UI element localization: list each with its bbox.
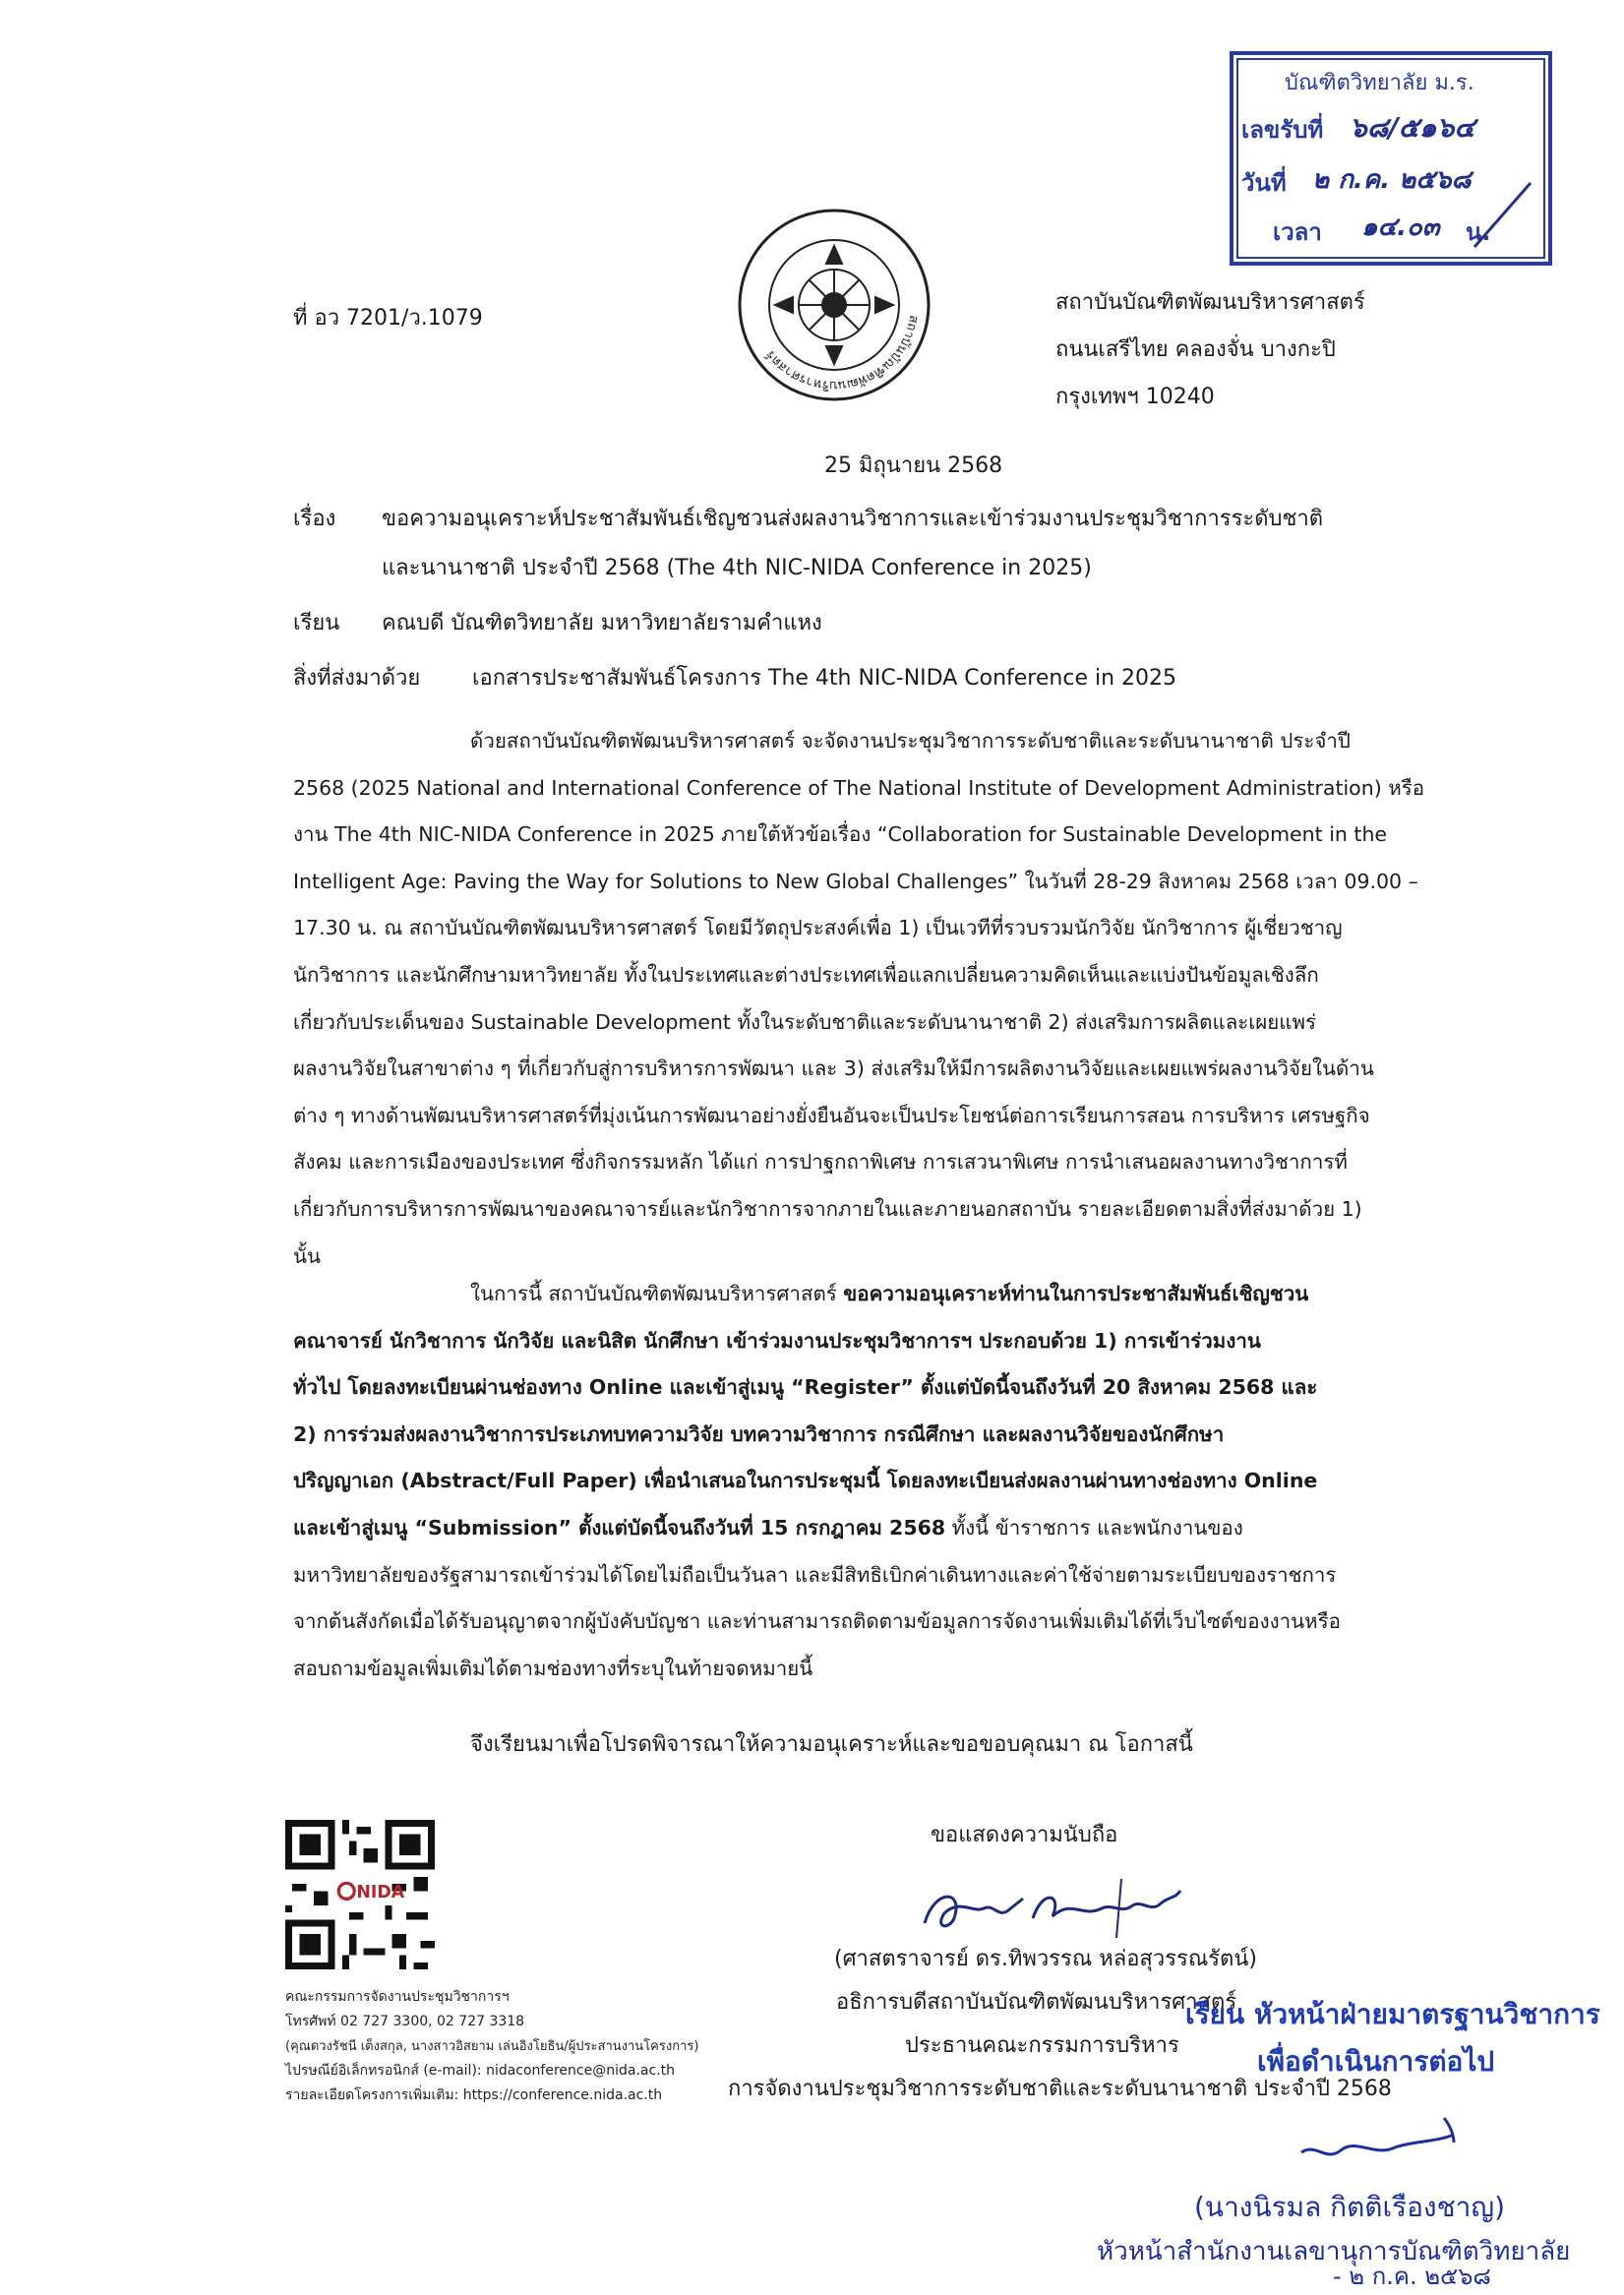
to-value: คณบดี บัณฑิตวิทยาลัย มหาวิทยาลัยรามคำแหง <box>382 611 822 635</box>
contact-line-1: คณะกรรมการจัดงานประชุมวิชาการฯ <box>285 1989 510 2005</box>
sender-line-2: ถนนเสรีไทย คลองจั่น บางกะปิ <box>1055 337 1336 362</box>
para2-line: สอบถามข้อมูลเพิ่มเติมได้ตามช่องทางที่ระบุในท้ายจดหมายนี้ <box>293 1656 813 1680</box>
subject-line-2: และนานาชาติ ประจำปี 2568 (The 4th NIC-NIDA Conference in 2025) <box>382 556 1092 580</box>
signer-title-3: การจัดงานประชุมวิชาการระดับชาติและระดับนานาชาติ ประจำปี 2568 <box>728 2077 1392 2101</box>
handwritten-date: - ๒ ก.ค. ๒๕๖๘ <box>1333 2263 1491 2290</box>
body-paragraph-2 <box>293 1271 1355 1692</box>
handwritten-note-2: เพื่อดำเนินการต่อไป <box>1257 2045 1495 2078</box>
stamp-recv-value: ๖๘/๕๑๖๔ <box>1350 111 1475 144</box>
signer-title-1: อธิการบดีสถาบันบัณฑิตพัฒนบริหารศาสตร์ <box>836 1990 1237 2015</box>
para1-line: เกี่ยวกับประเด็นของ Sustainable Development ทั้งในระดับชาติและระดับนานาชาติ 2) ส่งเสริมการผลิตและเผยแพร่ <box>293 1009 1317 1034</box>
para2-intro: ในการนี้ สถาบันบัณฑิตพัฒนบริหารศาสตร์ <box>470 1282 844 1305</box>
stamp-time-value: ๑๔.๐๓ <box>1361 212 1440 242</box>
qr-code <box>285 1820 435 1969</box>
stamp-date-value: ๒ ก.ค. ๒๕๖๘ <box>1312 165 1472 195</box>
signer-name: (ศาสตราจารย์ ดร.ทิพวรรณ หล่อสุวรรณรัตน์) <box>834 1947 1257 1971</box>
handwritten-note-1: เรียน หัวหน้าฝ่ายมาตรฐานวิชาการ <box>1185 1998 1600 2030</box>
to-label: เรียน <box>293 611 340 635</box>
para1-line: เกี่ยวกับการบริหารการพัฒนาของคณาจารย์และนักวิชาการจากภายในและภายนอกสถาบัน รายละเอียดตามสิ่งที่ส่งมาด้วย 1) <box>293 1196 1362 1221</box>
institution-seal <box>736 207 932 403</box>
contact-line-5: รายละเอียดโครงการเพิ่มเติม: https://conference.nida.ac.th <box>285 2087 663 2103</box>
para1-line: ด้วยสถาบันบัณฑิตพัฒนบริหารศาสตร์ จะจัดงานประชุมวิชาการระดับชาติและระดับนานาชาติ ประจำปี <box>470 729 1351 753</box>
regards: ขอแสดงความนับถือ <box>931 1823 1118 1847</box>
closing-sentence: จึงเรียนมาเพื่อโปรดพิจารณาให้ความอนุเคราะห์และขอขอบคุณมา ณ โอกาสนี้ <box>470 1732 1193 1757</box>
para2-mixed-rest: ทั้งนี้ ข้าราชการ และพนักงานของ <box>945 1515 1243 1540</box>
para1-line: นักวิชาการ และนักศึกษามหาวิทยาลัย ทั้งในประเทศและต่างประเทศเพื่อแลกเปลี่ยนความคิดเห็นและแบ่งปันข้อมูลเชิงลึก <box>293 962 1319 987</box>
letter-date: 25 มิถุนายน 2568 <box>824 453 1003 478</box>
stamp-recv-label: เลขรับที่ <box>1241 116 1324 144</box>
para2-bold-line: 2) การร่วมส่งผลงานวิชาการประเภทบทความวิจัย บทความวิชาการ กรณีศึกษา และผลงานวิจัยของนักศึกษา <box>293 1421 1225 1446</box>
para2-bold-line: คณาจารย์ นักวิชาการ นักวิจัย และนิสิต นักศึกษา เข้าร่วมงานประชุมวิชาการฯ ประกอบด้วย 1) การเข้าร่วมงาน <box>293 1328 1261 1353</box>
contact-line-2: โทรศัพท์ 02 727 3300, 02 727 3318 <box>285 2014 525 2029</box>
signature <box>915 1869 1190 1948</box>
contact-line-3: (คุณดวงรัชนี เต็งสกุล, นางสาวอิสยาม เล่นอิงโยธิน/ผู้ประสานงานโครงการ) <box>285 2039 699 2054</box>
contact-line-4: ไปรษณีย์อิเล็กทรอนิกส์ (e-mail): nidaconference@nida.ac.th <box>285 2063 675 2079</box>
qr-nida-label: NIDA <box>356 1882 405 1902</box>
handwritten-name: (นางนิรมล กิตติเรืองชาญ) <box>1194 2191 1506 2223</box>
document-number: ที่ อว 7201/ว.1079 <box>293 306 483 331</box>
para1-line: นั้น <box>293 1243 322 1268</box>
signer-title-2: ประธานคณะกรรมการบริหาร <box>905 2033 1179 2058</box>
stamp-date-label: วันที่ <box>1241 169 1287 197</box>
para2-line: มหาวิทยาลัยของรัฐสามารถเข้าร่วมได้โดยไม่ถือเป็นวันลา และมีสิทธิเบิกค่าเดินทางและค่าใช้จ่ายตามระเบียบของราชการ <box>293 1562 1337 1587</box>
para2-bold-line: ทั่วไป โดยลงทะเบียนผ่านช่องทาง Online และเข้าสู่เมนู “Register” ตั้งแต่บัดนี้จนถึงวันที่ 20 สิงหาคม 2568 และ <box>293 1375 1318 1400</box>
para2-bold-line: ปริญญาเอก (Abstract/Full Paper) เพื่อนำเสนอในการประชุมนี้ โดยลงทะเบียนส่งผลงานผ่านทางช่องทาง Online <box>293 1469 1318 1493</box>
stamp-office: บัณฑิตวิทยาลัย ม.ร. <box>1285 71 1474 95</box>
sender-line-1: สถาบันบัณฑิตพัฒนบริหารศาสตร์ <box>1055 290 1365 315</box>
para2-bold-first: ขอความอนุเคราะห์ท่านในการประชาสัมพันธ์เชิญชวน <box>843 1282 1309 1305</box>
enclosure-label: สิ่งที่ส่งมาด้วย <box>293 666 421 691</box>
para1-line: งาน The 4th NIC-NIDA Conference in 2025 ภายใต้หัวข้อเรื่อง “Collaboration for Sustainable Development in the <box>293 822 1388 847</box>
receive-stamp <box>1230 51 1552 266</box>
seal-text: สถาบันบัณฑิตพัฒนบริหารศาสตร์ <box>763 314 922 393</box>
subject-label: เรื่อง <box>293 507 336 531</box>
handwritten-position: หัวหน้าสำนักงานเลขานุการบัณฑิตวิทยาลัย <box>1097 2237 1571 2266</box>
handwritten-initials <box>1296 2113 1464 2172</box>
para1-line: สังคม และการเมืองของประเทศ ซึ่งกิจกรรมหลัก ได้แก่ การปาฐกถาพิเศษ การเสวนาพิเศษ การนำเสนอผลงานทางวิชาการที่ <box>293 1150 1348 1175</box>
stamp-time-unit: น. <box>1466 218 1491 246</box>
para1-line: ต่าง ๆ ทางด้านพัฒนบริหารศาสตร์ที่มุ่งเน้นการพัฒนาอย่างยั่งยืนอันจะเป็นประโยชน์ต่อการเรียนการสอน การบริหาร เศรษฐกิจ <box>293 1103 1370 1127</box>
para2-mixed-bold: และเข้าสู่เมนู “Submission” ตั้งแต่บัดนี้จนถึงวันที่ 15 กรกฎาคม 2568 <box>293 1515 946 1540</box>
body-paragraph-1 <box>293 718 1425 1280</box>
stamp-pen-stroke <box>1470 173 1538 252</box>
stamp-time-label: เวลา <box>1273 218 1322 246</box>
para1-line: Intelligent Age: Paving the Way for Solutions to New Global Challenges” ในวันที่ 28-29 สิงหาคม 2568 เวลา 09.00 – <box>293 869 1418 893</box>
para1-line: 17.30 น. ณ สถาบันบัณฑิตพัฒนบริหารศาสตร์ โดยมีวัตถุประสงค์เพื่อ 1) เป็นเวทีที่รวบรวมนักวิจัย นักวิชาการ ผู้เชี่ยวชาญ <box>293 916 1343 940</box>
para2-line: จากต้นสังกัดเมื่อได้รับอนุญาตจากผู้บังคับบัญชา และท่านสามารถติดตามข้อมูลการจัดงานเพิ่มเติมได้ที่เว็บไซต์ของงานหรือ <box>293 1609 1341 1634</box>
svg-text:สถาบันบัณฑิตพัฒนบริหารศาสตร์ <box>762 314 921 393</box>
subject-line-1: ขอความอนุเคราะห์ประชาสัมพันธ์เชิญชวนส่งผลงานวิชาการและเข้าร่วมงานประชุมวิชาการระดับชาติ <box>382 507 1324 531</box>
sender-line-3: กรุงเทพฯ 10240 <box>1055 385 1215 409</box>
enclosure-value: เอกสารประชาสัมพันธ์โครงการ The 4th NIC-NIDA Conference in 2025 <box>472 666 1177 691</box>
para1-line: ผลงานวิจัยในสาขาต่าง ๆ ที่เกี่ยวกับสู่การบริหารการพัฒนา และ 3) ส่งเสริมให้มีการผลิตงานวิจัยและเผยแพร่ผลงานวิจัยในด้าน <box>293 1057 1374 1081</box>
para1-line: 2568 (2025 National and International Conference of The National Institute of Development Administration) หรือ <box>293 775 1425 800</box>
